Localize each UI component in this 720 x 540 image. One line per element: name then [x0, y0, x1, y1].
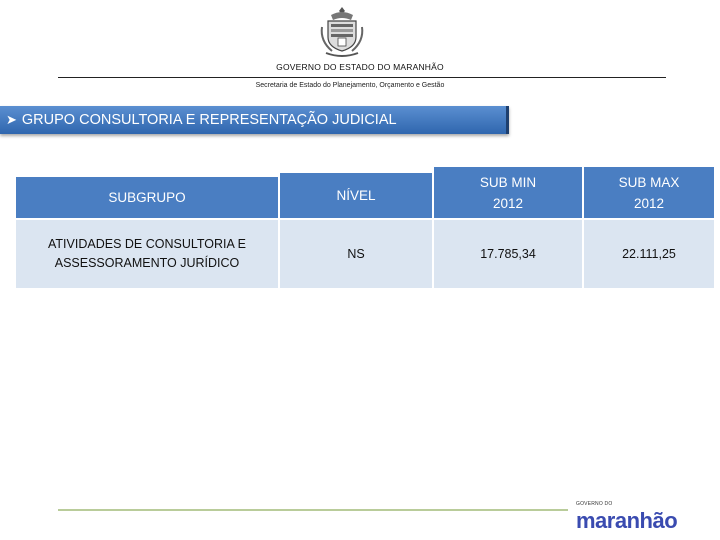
logo-wordmark: maranhão	[576, 508, 678, 533]
footer-divider	[58, 509, 568, 511]
table-row-sub-min: 17.785,34	[434, 220, 582, 288]
header-sub-min: SUB MIN 2012	[434, 167, 582, 218]
group-title-bar	[0, 106, 509, 134]
governo-maranhao-logo	[576, 501, 696, 535]
secretariat-subtitle: Secretaria de Estado do Planejamento, Orçamento e Gestão	[255, 82, 445, 89]
header-nivel: NÍVEL	[280, 173, 432, 218]
table-row-sub-max: 22.111,25	[584, 220, 714, 288]
state-coat-of-arms-icon	[318, 5, 366, 59]
table-row-subgrupo: ATIVIDADES DE CONSULTORIA E ASSESSORAMENTO JURÍDICO	[16, 220, 278, 288]
table-row-nivel: NS	[280, 220, 432, 288]
logo-small-text: GOVERNO DO	[576, 501, 613, 507]
arrow-bullet-icon: ➤	[6, 112, 17, 127]
header-divider	[58, 77, 666, 78]
header-subgrupo: SUBGRUPO	[16, 177, 278, 218]
header-sub-max: SUB MAX 2012	[584, 167, 714, 218]
group-title: GRUPO CONSULTORIA E REPRESENTAÇÃO JUDICIAL	[21, 112, 397, 128]
government-title: GOVERNO DO ESTADO DO MARANHÃO	[276, 62, 444, 72]
